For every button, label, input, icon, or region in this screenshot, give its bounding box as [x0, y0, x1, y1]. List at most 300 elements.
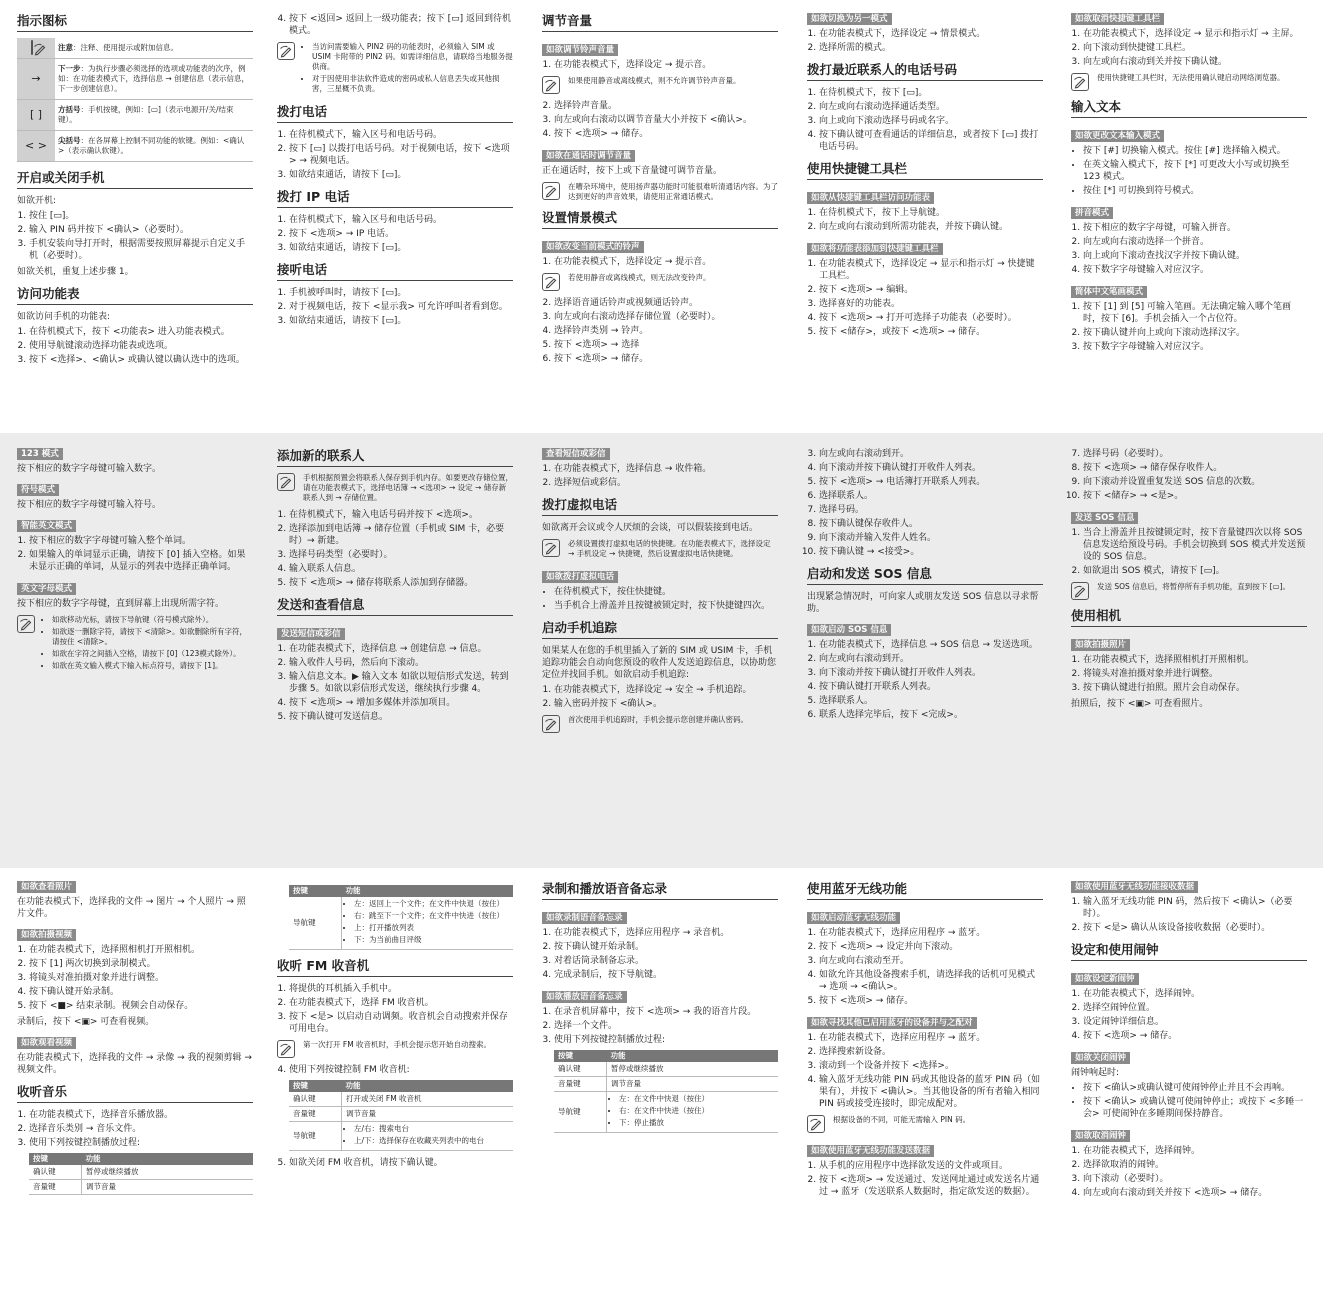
- section-heading: 收听 FM 收音机: [277, 958, 513, 977]
- step-item: 1. 将提供的耳机插入手机中。: [289, 983, 513, 995]
- paragraph: 如果某人在您的手机里插入了新的 SIM 或 USIM 卡，手机追踪功能会自动向您预设的收件人发送追踪信息，以协助您定位并找回手机。如欲启动手机追踪:: [542, 646, 777, 680]
- step-item: 3. 手机安装向导打开时，根据需要按照屏幕提示自定义手机（必要时）。: [29, 238, 253, 262]
- key-table-row: [554, 1077, 778, 1092]
- section-heading: 接听电话: [277, 262, 513, 281]
- step-list: [1071, 1145, 1307, 1199]
- page-column: [807, 13, 1043, 342]
- step-item: 2. 使用导航键滚动选择功能表或选项。: [29, 340, 253, 352]
- note-box: [277, 473, 513, 503]
- page-column: [277, 881, 513, 1173]
- step-item: 2. 输入收件人号码，然后向下滚动。: [289, 657, 513, 669]
- subsection-label: 如欲更改文本输入模式: [1071, 130, 1164, 142]
- indicator-icon-cell: [17, 59, 55, 100]
- note-box: [542, 182, 778, 202]
- step-list: [1071, 654, 1307, 694]
- step-item: 2. 按下确认键并向上或向下滚动选择汉字。: [1083, 327, 1307, 339]
- subsection-label: 简体中文笔画模式: [1071, 286, 1147, 298]
- key-function-cell: [342, 1122, 514, 1151]
- key-table-row: [29, 1165, 253, 1180]
- note-icon: [542, 76, 560, 94]
- step-list: [1071, 222, 1307, 276]
- subsection-label: 查看短信或彩信: [542, 448, 610, 460]
- subsection-label: 如欲拍摄照片: [1071, 639, 1130, 651]
- key-function-cell: 调节音量: [607, 1077, 779, 1092]
- note-text: [303, 42, 513, 96]
- step-item: 1. 按下相应的数字字母键可输入整个单词。: [29, 535, 253, 547]
- step-list: [807, 1032, 1043, 1110]
- note-icon: [542, 715, 560, 733]
- step-item: 1. 按下相应的数字字母键，可输入拼音。: [1083, 222, 1307, 234]
- step-item: 1. 在待机模式下，按下 <功能表> 进入功能表模式。: [29, 326, 253, 338]
- note-text: 如果使用静音或离线模式，则不允许调节铃声音量。: [568, 76, 741, 85]
- step-list: [17, 210, 253, 262]
- key-function-table: [289, 1080, 513, 1151]
- step-item: 10. 按下确认键 → <接受>。: [819, 546, 1043, 558]
- bullet-list: [1071, 1082, 1307, 1120]
- paragraph: 按下相应的数字字母键，直到屏幕上出现所需字符。: [17, 599, 225, 609]
- note-box: [542, 715, 778, 733]
- key-name-cell: 确认键: [554, 1062, 607, 1077]
- step-item: 1. 输入蓝牙无线功能 PIN 码，然后按下 <确认>（必要时）。: [1083, 896, 1307, 920]
- step-item: 1. 在功能表模式下，选择闹钟。: [1083, 1145, 1307, 1157]
- step-item: 5. 选择联系人。: [819, 695, 1043, 707]
- step-item: 3. 向左或向右滚动至开。: [819, 955, 1043, 967]
- step-list: [542, 297, 778, 365]
- subsection-label: 如欲录制语音备忘录: [542, 912, 627, 924]
- step-item: 3. 向下滚动（必要时）。: [1083, 1173, 1307, 1185]
- bullet-list: [542, 586, 778, 612]
- page-column: [17, 13, 253, 370]
- page-column: [1071, 13, 1307, 357]
- page-column: [542, 448, 778, 739]
- step-list: [807, 258, 1043, 338]
- step-item: 2. 输入密码并按下 <确认>。: [554, 698, 778, 710]
- step-item: 2. 按下 <选项> → 编辑。: [819, 284, 1043, 296]
- step-item: 2. 选择所需的模式。: [819, 42, 1043, 54]
- step-item: 6. 按下 <选项> → 储存。: [554, 353, 778, 365]
- indicator-desc: ：在各屏幕上控制不同功能的软键。例如：<确认>（表示确认软键）。: [58, 136, 245, 155]
- note-text: 手机根据预置会将联系人保存到手机内存。如要更改存储位置，请在功能表模式下，选择电话簿 → <选项> → 设定 → 储存新联系人到 → 存储位置。: [303, 473, 513, 502]
- step-list: [17, 944, 253, 1012]
- indicator-label: 注意: [58, 43, 73, 52]
- step-item: 1. 在功能表模式下，选择信息 → SOS 信息 → 发送选项。: [819, 639, 1043, 651]
- indicator-label: 方括号: [58, 105, 81, 114]
- step-item: 2. 如欲退出 SOS 模式，请按下 [▭]。: [1083, 565, 1307, 577]
- indicator-label: 下一步: [58, 64, 81, 73]
- indicator-icon-cell: [17, 38, 55, 59]
- step-item: 3. 向左或向右滚动选择存储位置（必要时）。: [554, 311, 778, 323]
- note-text: 若使用静音或离线模式，则无法改变铃声。: [568, 273, 711, 282]
- step-list: [17, 326, 253, 366]
- indicator-text-cell: [55, 38, 253, 59]
- note-text: 在嘈杂环境中，使用扬声器功能时可能很难听清通话内容。为了达到更好的声音效果，请使用正常通话模式。: [568, 182, 778, 201]
- key-function-cell: 调节音量: [82, 1180, 254, 1195]
- section-heading: 访问功能表: [17, 286, 253, 305]
- step-item: 1. 在功能表模式下，选择设定 → 安全 → 手机追踪。: [554, 684, 778, 696]
- step-item: 4. 选择铃声类别 → 铃声。: [554, 325, 778, 337]
- step-item: 4. 使用下列按键控制 FM 收音机:: [289, 1064, 513, 1076]
- section-heading: 拨打虚拟电话: [542, 497, 778, 516]
- step-item: 3. 向上或向下滚动查找汉字并按下确认键。: [1083, 250, 1307, 262]
- step-item: 1. 按下 [1] 到 [5] 可输入笔画。无法确定输入哪个笔画时，按下 [6]。手机会插入一个占位符。: [1083, 301, 1307, 325]
- page-column: [807, 448, 1043, 725]
- note-icon: [17, 615, 35, 633]
- step-item: 2. 向左或向右滚动到所需功能表，并按下确认键。: [819, 221, 1043, 233]
- page-column: [542, 881, 778, 1139]
- subsection-label: 发送短信或彩信: [277, 628, 345, 640]
- key-name-cell: 导航键: [554, 1092, 607, 1133]
- key-function-table: [289, 885, 513, 950]
- step-item: 2. 选择添加到电话簿 → 储存位置（手机或 SIM 卡，必要时）→ 新建。: [289, 523, 513, 547]
- step-item: 1. 在待机模式下，按下 [▭]。: [819, 87, 1043, 99]
- section-heading: 设定和使用闹钟: [1071, 942, 1307, 961]
- indicator-symbol: < >: [25, 139, 47, 152]
- step-list: [807, 28, 1043, 54]
- step-list: [277, 1157, 513, 1169]
- step-item: 4. 如欲允许其他设备搜索手机，请选择我的话机可见模式 → 选项 → <确认>。: [819, 969, 1043, 993]
- step-item: 7. 选择号码（必要时）。: [1083, 448, 1307, 460]
- step-item: 5. 按下 <选项> → 储存将联系人添加到存储器。: [289, 577, 513, 589]
- note-icon: [807, 1115, 825, 1133]
- note-box: [1071, 73, 1307, 91]
- key-function-item: • 左：在文件中快退（按住）: [619, 1094, 774, 1104]
- key-name-cell: 音量键: [289, 1107, 342, 1122]
- step-item: 5. 按下 <选项> → 选择: [554, 339, 778, 351]
- step-item: 1. 在功能表模式下，选择设定 → 显示和指示灯 → 主屏。: [1083, 28, 1307, 40]
- step-item: 5. 按下 <储存>，或按下 <选项> → 储存。: [819, 326, 1043, 338]
- subsection-label: 如欲拍摄视频: [17, 929, 76, 941]
- key-table-head-cell: 功能: [82, 1153, 254, 1165]
- section-heading: 开启或关闭手机: [17, 170, 253, 189]
- note-box: [17, 615, 253, 673]
- subsection-label: 拼音模式: [1071, 207, 1113, 219]
- key-function-cell: 暂停或继续播放: [607, 1062, 779, 1077]
- step-item: 1. 在功能表模式下，选择设定 → 显示和指示灯 → 快捷键工具栏。: [819, 258, 1043, 282]
- paragraph: 如欲离开会议或令人厌烦的会谈，可以假装接到电话。: [542, 523, 759, 533]
- step-item: 2. 按下 [1] 两次切换到录制模式。: [29, 958, 253, 970]
- paragraph: 按下相应的数字字母键可输入数字。: [17, 464, 162, 474]
- key-table-head-cell: 按键: [554, 1050, 607, 1062]
- key-table-head-cell: 功能: [607, 1050, 779, 1062]
- section-heading: 使用相机: [1071, 608, 1307, 627]
- subsection-label: 智能英文模式: [17, 520, 76, 532]
- key-function-item: • 左/右：搜索电台: [354, 1124, 509, 1134]
- subsection-label: 如欲启动 SOS 信息: [807, 624, 891, 636]
- paragraph: 按下相应的数字字母键可输入符号。: [17, 500, 162, 510]
- step-list: [277, 287, 513, 327]
- subsection-label: 如欲取消快捷键工具栏: [1071, 13, 1164, 25]
- key-table-row: [289, 1092, 513, 1107]
- page-column: [277, 13, 513, 331]
- indicator-icon-cell: [17, 131, 55, 162]
- indicator-text-cell: [55, 100, 253, 131]
- note-list: [43, 615, 253, 671]
- step-item: 2. 按下 <选项> → 设定并向下滚动。: [819, 941, 1043, 953]
- step-item: 6. 联系人选择完毕后，按下 <完成>。: [819, 709, 1043, 721]
- key-function-cell: 暂停或继续播放: [82, 1165, 254, 1180]
- step-item: 3. 使用下列按键控制播放过程:: [29, 1137, 253, 1149]
- step-item: 2. 选择搜索新设备。: [819, 1046, 1043, 1058]
- step-item: 1. 在功能表模式下，选择音乐播放器。: [29, 1109, 253, 1121]
- key-table-row: [289, 897, 513, 950]
- section-heading: 启动手机追踪: [542, 620, 778, 639]
- page-column: [277, 448, 513, 727]
- subsection-label: 如欲查看照片: [17, 881, 76, 893]
- indicator-label: 尖括号: [58, 136, 81, 145]
- key-function-list: [346, 1124, 509, 1146]
- key-name-cell: 确认键: [289, 1092, 342, 1107]
- subsection-label: 如欲在通话时调节音量: [542, 150, 635, 162]
- step-item: 2. 选择短信或彩信。: [554, 477, 778, 489]
- note-icon: [1071, 582, 1089, 600]
- section-heading: 拨打电话: [277, 104, 513, 123]
- paragraph: 录制后，按下 <▣> 可查看视频。: [17, 1017, 155, 1027]
- page-column: [17, 448, 253, 679]
- indicator-desc: ：为执行步骤必须选择的选项或功能表的次序，例如：在功能表模式下，选择信息 → 创建信息（表示信息，下一步创建信息）。: [58, 64, 250, 93]
- paragraph: 拍照后，按下 <▣> 可查看照片。: [1071, 699, 1209, 709]
- note-icon: [277, 42, 295, 60]
- note-box: [807, 1115, 1043, 1133]
- step-item: 2. 按下 <选项> → IP 电话。: [289, 228, 513, 240]
- key-table-row: [554, 1062, 778, 1077]
- step-item: 8. 按下确认键保存收件人。: [819, 518, 1043, 530]
- step-item: 9. 向下滚动并设置重复发送 SOS 信息的次数。: [1083, 476, 1307, 488]
- key-function-item: • 上/下：选择保存在收藏夹列表中的电台: [354, 1136, 509, 1146]
- note-box: [542, 76, 778, 94]
- step-item: 3. 向左或向右滚动以调节音量大小并按下 <确认>。: [554, 114, 778, 126]
- step-list: [277, 509, 513, 589]
- step-item: 2. 按下 [▭] 以拨打电话号码。对于视频电话，按下 <选项> → 视频电话。: [289, 143, 513, 167]
- paragraph: 闹钟响起时:: [1071, 1068, 1120, 1078]
- section-heading: 使用快捷键工具栏: [807, 161, 1043, 180]
- key-function-item: • 右：在文件中快进（按住）: [619, 1106, 774, 1116]
- key-name-cell: 音量键: [29, 1180, 82, 1195]
- key-table-header: [289, 885, 513, 897]
- step-item: 3. 如欲结束通话，请按下 [▭]。: [289, 315, 513, 327]
- step-item: 1. 在功能表模式下，选择设定 → 情景模式。: [819, 28, 1043, 40]
- indicator-row: [17, 100, 253, 131]
- page-column: [807, 881, 1043, 1202]
- step-item: 2. 在功能表模式下，选择 FM 收音机。: [289, 997, 513, 1009]
- note-box: [1071, 582, 1307, 600]
- step-list: [277, 214, 513, 254]
- indicator-desc: ：注释、使用提示或附加信息。: [73, 43, 178, 52]
- step-item: 1. 在录音机屏幕中，按下 <选项> → 我的语音片段。: [554, 1006, 778, 1018]
- key-table-head-cell: 功能: [342, 885, 514, 897]
- step-item: 8. 按下 <选项> → 储存保存收件人。: [1083, 462, 1307, 474]
- key-name-cell: 确认键: [29, 1165, 82, 1180]
- step-list: [1071, 301, 1307, 353]
- section-heading: 输入文本: [1071, 99, 1307, 118]
- section-heading: 拨打 IP 电话: [277, 189, 513, 208]
- paragraph: 在功能表模式下，选择我的文件 → 录像 → 我的视频剪辑 → 视频文件。: [17, 1053, 252, 1075]
- step-item: 2. 按下 <选项> → 发送通过、发送网址通过或发送名片通过 → 蓝牙（发送联系人数据时，指定欲发送的数据）。: [819, 1174, 1043, 1198]
- note-icon: [542, 539, 560, 557]
- note-item: • 如欲在字符之间插入空格，请按下 [0]（123模式除外）。: [52, 649, 253, 659]
- step-item: 2. 输入 PIN 码并按下 <确认>（必要时）。: [29, 224, 253, 236]
- step-item: 3. 将镜头对准拍摄对象并进行调整。: [29, 972, 253, 984]
- bullet-list: [1071, 145, 1307, 197]
- paragraph: 出现紧急情况时，可向家人或朋友发送 SOS 信息以寻求帮助。: [807, 592, 1039, 614]
- key-function-table: [29, 1153, 253, 1195]
- step-item: 1. 在功能表模式下，选择应用程序 → 蓝牙。: [819, 927, 1043, 939]
- note-item: • 如欲在英文输入模式下输入标点符号，请按下 [1]。: [52, 661, 253, 671]
- step-item: 3. 使用下列按键控制播放过程:: [554, 1034, 778, 1046]
- key-function-cell: [342, 897, 514, 950]
- note-icon: [31, 40, 33, 55]
- step-list: [542, 1006, 778, 1046]
- step-item: 4. 按下 <选项> → 储存。: [1083, 1030, 1307, 1042]
- step-list: [807, 1160, 1043, 1198]
- step-item: 3. 如欲结束通话，请按下 [▭]。: [289, 242, 513, 254]
- step-item: 2. 选择欲取消的闹钟。: [1083, 1159, 1307, 1171]
- step-list: [1071, 988, 1307, 1042]
- step-item: 1. 在功能表模式下，选择设定 → 提示音。: [554, 59, 778, 71]
- step-item: 1. 按住 [▭]。: [29, 210, 253, 222]
- step-list: [542, 927, 778, 981]
- step-item: 1. 当合上滑盖并且按键锁定时，按下音量键四次以将 SOS 信息发送给预设号码。手机会切换到 SOS 模式并发送预设的 SOS 信息。: [1083, 527, 1307, 563]
- section-heading: 启动和发送 SOS 信息: [807, 566, 1043, 585]
- subsection-label: 英文字母模式: [17, 583, 76, 595]
- step-list: [807, 639, 1043, 721]
- note-item: • 当访问需要输入 PIN2 码的功能表时，必须输入 SIM 或 USIM 卡附带的 PIN2 码。如需详细信息，请联络当地服务提供商。: [312, 42, 513, 72]
- step-item: 1. 在功能表模式下，选择照相机打开照相机。: [29, 944, 253, 956]
- step-item: 2. 选择一个文件。: [554, 1020, 778, 1032]
- step-item: 2. 选择铃声音量。: [554, 100, 778, 112]
- step-item: 4. 完成录制后，按下导航键。: [554, 969, 778, 981]
- bullet-item: • 按下 <确认>或确认键可使闹钟停止并且不会再响。: [1083, 1082, 1307, 1094]
- section-heading: 录制和播放语音备忘录: [542, 881, 778, 900]
- step-item: 7. 选择号码。: [819, 504, 1043, 516]
- key-name-cell: 导航键: [289, 897, 342, 950]
- bullet-item: • 按下 [#] 切换输入模式。按住 [#] 选择输入模式。: [1083, 145, 1307, 157]
- step-item: 4. 输入联系人信息。: [289, 563, 513, 575]
- step-list: [807, 448, 1043, 558]
- indicator-symbol: →: [31, 72, 41, 85]
- indicator-symbol: [ ]: [29, 108, 43, 121]
- indicator-icon-cell: [17, 100, 55, 131]
- paragraph: 如欲访问手机的功能表:: [17, 312, 111, 322]
- section-heading: 设置情景模式: [542, 210, 778, 229]
- step-item: 3. 按下 <是> 以启动自动调频。收音机会自动搜索并保存可用电台。: [289, 1011, 513, 1035]
- section-heading: 使用蓝牙无线功能: [807, 881, 1043, 900]
- step-item: 5. 按下确认键可发送信息。: [289, 711, 513, 723]
- indicator-row: [17, 131, 253, 162]
- indicator-row: [17, 59, 253, 100]
- step-item: 3. 向下滚动并按下确认键打开收件人列表。: [819, 667, 1043, 679]
- bullet-item: • 按下 <确认> 或确认键可使闹钟停止；或按下 <多睡一会> 可使闹钟在多睡期间保持静音。: [1083, 1096, 1307, 1120]
- note-icon: [277, 473, 295, 491]
- indicator-desc: ：手机按键，例如：[▭]（表示电源开/关/结束键）。: [58, 105, 234, 124]
- key-table-head-cell: 按键: [289, 1080, 342, 1092]
- step-item: 4. 按下 <选项> → 储存。: [554, 128, 778, 140]
- step-item: 4. 按下 <选项> → 打开可选择子功能表（必要时）。: [819, 312, 1043, 324]
- note-item: • 对于因使用非法软件造成的密码或私人信息丢失或其他损害，三星概不负责。: [312, 74, 513, 94]
- step-list: [807, 927, 1043, 1007]
- step-item: 5. 按下 <■> 结束录制。视频会自动保存。: [29, 1000, 253, 1012]
- note-box: [542, 539, 778, 559]
- step-item: 4. 按下 <返回> 返回上一级功能表；按下 [▭] 返回到待机模式。: [289, 13, 513, 37]
- key-function-list: [611, 1094, 774, 1128]
- key-table-header: [554, 1050, 778, 1062]
- step-item: 4. 按下数字字母键输入对应汉字。: [1083, 264, 1307, 276]
- subsection-label: 如欲取消闹钟: [1071, 1130, 1130, 1142]
- step-item: 1. 在功能表模式下，选择照相机打开照相机。: [1083, 654, 1307, 666]
- step-item: 4. 输入蓝牙无线功能 PIN 码或其他设备的蓝牙 PIN 码（如果有），并按下 <确认>。当其他设备的所有者输入相同 PIN 码或接受连接时，即完成配对。: [819, 1074, 1043, 1110]
- page-column: [17, 881, 253, 1201]
- subsection-label: 如欲使用蓝牙无线功能接收数据: [1071, 881, 1198, 893]
- subsection-label: 如欲观看视频: [17, 1037, 76, 1049]
- subsection-label: 如欲寻找其他已启用蓝牙的设备并与之配对: [807, 1017, 977, 1029]
- step-list: [277, 129, 513, 181]
- section-heading: 发送和查看信息: [277, 597, 513, 616]
- step-item: 1. 在功能表模式下，选择闹钟。: [1083, 988, 1307, 1000]
- key-name-cell: 导航键: [289, 1122, 342, 1151]
- step-list: [542, 59, 778, 71]
- key-function-cell: 打开或关闭 FM 收音机: [342, 1092, 514, 1107]
- key-function-list: [346, 899, 509, 945]
- step-item: 4. 向下滚动并按下确认键打开收件人列表。: [819, 462, 1043, 474]
- note-icon: [1071, 73, 1089, 91]
- key-table-header: [29, 1153, 253, 1165]
- subsection-label: 如欲使用蓝牙无线功能发送数据: [807, 1145, 934, 1157]
- section-heading: 添加新的联系人: [277, 448, 513, 467]
- step-item: 2. 将镜头对准拍摄对象并进行调整。: [1083, 668, 1307, 680]
- page-column: [1071, 881, 1307, 1203]
- step-item: 1. 从手机的应用程序中选择欲发送的文件或项目。: [819, 1160, 1043, 1172]
- note-text: 必须设置拨打虚拟电话的快捷键。在功能表模式下，选择设定 → 手机设定 → 快捷键，然后设置虚拟电话快捷键。: [568, 539, 771, 558]
- subsection-label: 符号模式: [17, 484, 59, 496]
- step-item: 2. 如果输入的单词显示正确，请按下 [0] 插入空格。如果未显示正确的单词，从显示的列表中选择正确单词。: [29, 549, 253, 573]
- step-item: 1. 在待机模式下，输入区号和电话号码。: [289, 214, 513, 226]
- note-item: • 如欲移动光标，请按下导航键（符号模式除外）。: [52, 615, 253, 625]
- step-item: 2. 选择语音通话铃声或视频通话铃声。: [554, 297, 778, 309]
- subsection-label: 123 模式: [17, 448, 63, 460]
- step-item: 4. 按下确认键开始录制。: [29, 986, 253, 998]
- section-heading: 收听音乐: [17, 1084, 253, 1103]
- step-list: [1071, 527, 1307, 577]
- note-icon: [277, 1040, 295, 1058]
- note-box: [542, 273, 778, 291]
- key-table-header: [289, 1080, 513, 1092]
- key-table-row: [289, 1107, 513, 1122]
- note-icon: [542, 273, 560, 291]
- key-function-item: • 下：为当前曲目评级: [354, 935, 509, 945]
- note-box: [277, 1040, 513, 1058]
- step-item: 1. 在待机模式下，输入区号和电话号码。: [289, 129, 513, 141]
- indicator-row: [17, 38, 253, 59]
- indicator-icons-table: [17, 38, 253, 162]
- step-item: 2. 选择音乐类别 → 音乐文件。: [29, 1123, 253, 1135]
- step-list: [277, 13, 513, 37]
- step-item: 2. 按下确认键开始录制。: [554, 941, 778, 953]
- paragraph: 如欲开机:: [17, 196, 57, 206]
- key-table-head-cell: 按键: [29, 1153, 82, 1165]
- key-table-head-cell: 功能: [342, 1080, 514, 1092]
- section-heading: 拨打最近联系人的电话号码: [807, 62, 1043, 81]
- note-box: [277, 42, 513, 96]
- step-list: [542, 463, 778, 489]
- step-list: [1071, 28, 1307, 68]
- note-text: 发送 SOS 信息后，将暂停所有手机功能，直到按下 [▭]。: [1097, 582, 1291, 591]
- step-item: 3. 如欲结束通话，请按下 [▭]。: [289, 169, 513, 181]
- key-table-row: [289, 1122, 513, 1151]
- step-item: 4. 按下确认键可查看通话的详细信息，或者按下 [▭] 拨打电话号码。: [819, 129, 1043, 153]
- step-item: 3. 向左或向右滚动到开。: [819, 448, 1043, 460]
- step-list: [277, 1064, 513, 1076]
- step-item: 1. 手机被呼叫时，请按下 [▭]。: [289, 287, 513, 299]
- subsection-label: 如欲将功能表添加到快捷键工具栏: [807, 243, 943, 255]
